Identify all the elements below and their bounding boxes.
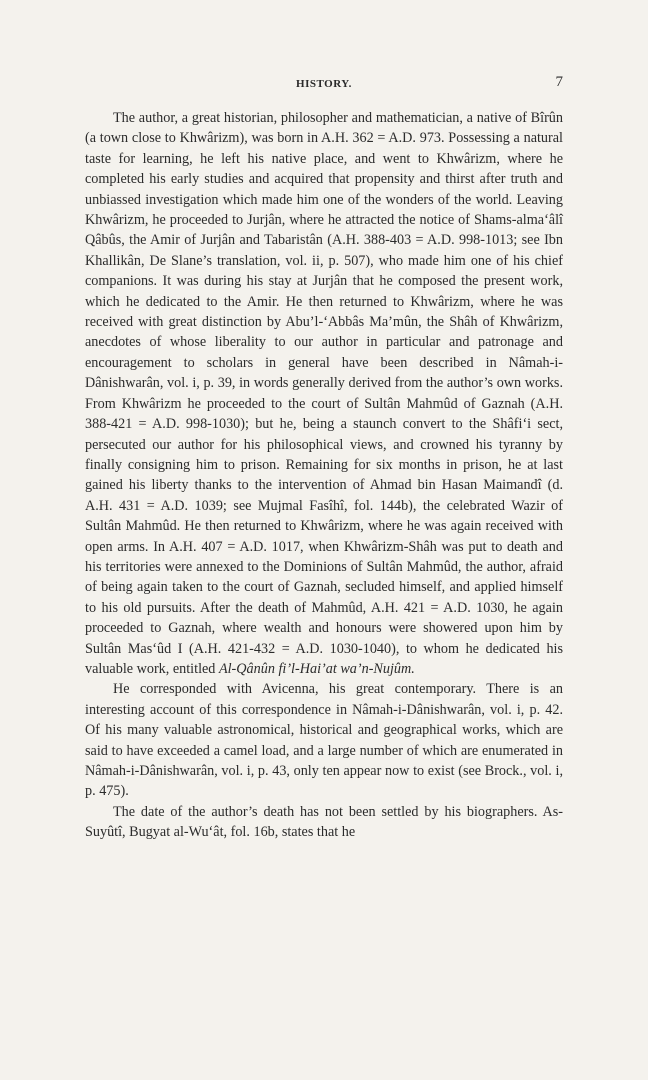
body-text — [85, 108, 563, 843]
paragraph-3: The date of the author’s death has not been settled by his biographers. As-Suyûtî, Bugyat al-Wu‘ât, fol. 16b, states that he — [85, 803, 563, 841]
page-header — [85, 72, 563, 96]
paragraph-1 — [85, 108, 563, 679]
paragraph-1-text: The author, a great historian, philosopher and mathematician, a native of Bîrûn (a town close to Khwârizm), was born in A.H. 362 = A.D. 973. Possessing a natural taste for learning, he left his native place, and went to Khwârizm, where he completed his early studies and acquired that propensity and thirst after truth and unbiassed investigation which made him one of the wonders of the world. Leaving Khwârizm, he proceeded to Jurjân, where he attracted the notice of Shams-alma‘âlî Qâbûs, the Amir of Jurjân and Tabaristân (A.H. 388-403 = A.D. 998-1013; see Ibn Khallikân, De Slane’s translation, vol. ii, p. 507), who made him one of his chief companions. It was during his stay at Jurjân that he composed the present work, which he dedicated to the Amir. He then returned to Khwârizm, where he was received with great distinction by Abu’l-‘Abbâs Ma’mûn, the Shâh of Khwârizm, anecdotes of whose liberality to our author in particular and patronage and encouragement to scholars in general have been described in Nâmah-i-Dânishwarân, vol. i, p. 39, in words generally derived from the author’s own works. From Khwârizm he proceeded to the court of Sultân Mahmûd of Gaznah (A.H. 388-421 = A.D. 998-1030); but he, being a staunch convert to the Shâfi‘i sect, persecuted our author for his philosophical views, and crowned his tyranny by finally consigning him to prison. Remaining for six months in prison, he at last gained his liberty thanks to the intervention of Ahmad bin Hasan Maimandî (d. A.H. 431 = A.D. 1039; see Mujmal Fasîhî, fol. 144b), the celebrated Wazir of Sultân Mahmûd. He then returned to Khwârizm, where he was again received with open arms. In A.H. 407 = A.D. 1017, when Khwârizm-Shâh was put to death and his territories were annexed to the Dominions of Sultân Mahmûd, the author, afraid of being again taken to the court of Gaznah, secluded himself, and applied himself to his old pursuits. After the death of Mahmûd, A.H. 421 = A.D. 1030, he again proceeded to Gaznah, where wealth and honours were showered upon him by Sultân Mas‘ûd I (A.H. 421-432 = A.D. 1030-1040), to whom he dedicated his valuable work, entitled — [85, 110, 563, 677]
work-title: Al-Qânûn fi’l-Hai’at wa’n-Nujûm. — [218, 660, 415, 677]
page-number: 7 — [555, 74, 563, 90]
running-title: HISTORY. — [296, 78, 352, 90]
paragraph-2: He corresponded with Avicenna, his great contemporary. There is an interesting account of this correspondence in Nâmah-i-Dânishwarân, vol. i, p. 42. Of his many valuable astronomical, historical and geographical works, which are said to have exceeded a camel load, and a large number of which are enumerated in Nâmah-i-Dânishwarân, vol. i, p. 43, only ten appear now to exist (see Brock., vol. i, p. 475). — [85, 681, 563, 800]
